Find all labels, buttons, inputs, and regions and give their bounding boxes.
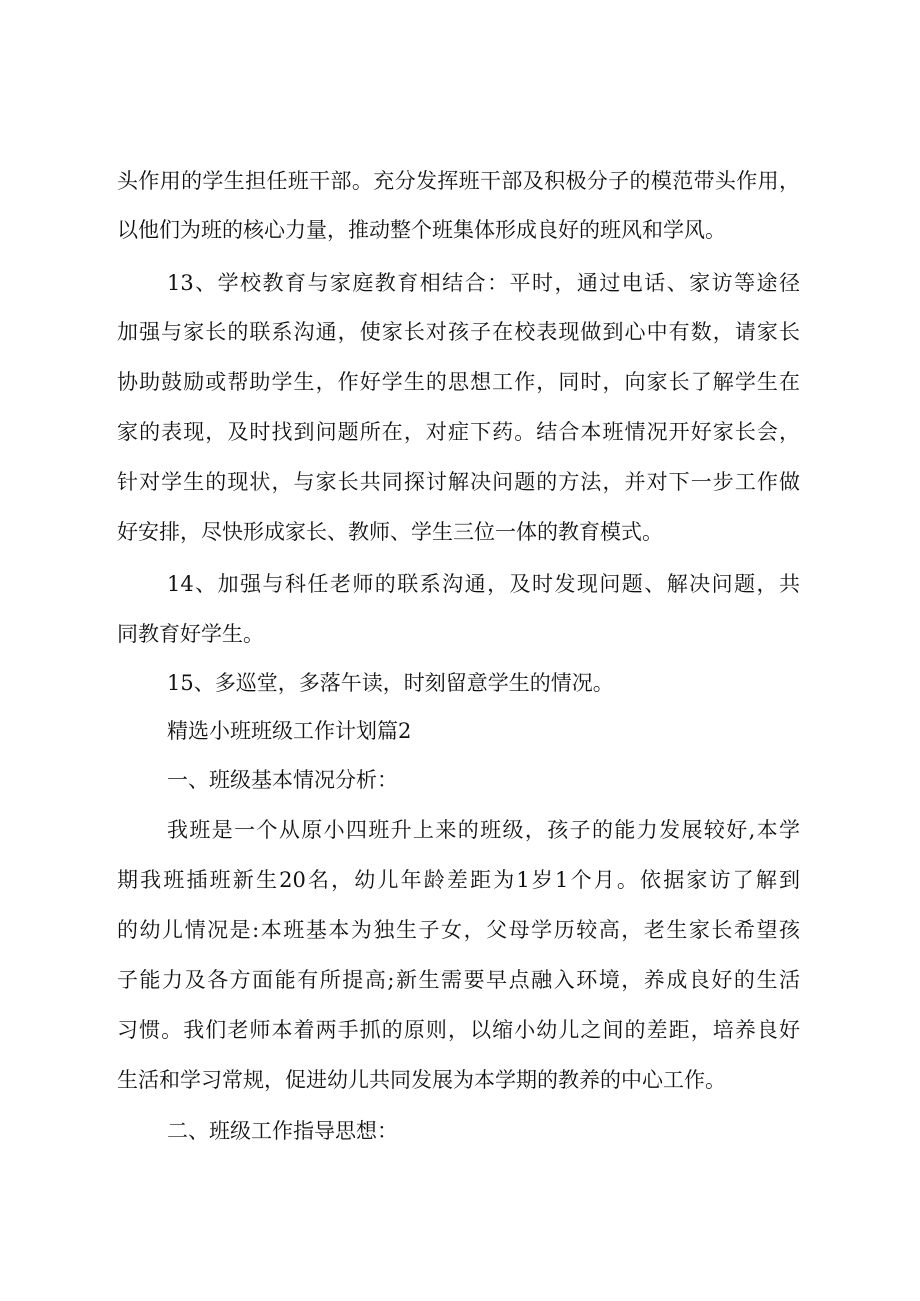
text-line: 头作用的学生担任班干部。充分发挥班干部及积极分子的模范带头作用，: [117, 169, 800, 193]
text-line: 生活和学习常规，促进幼儿共同发展为本学期的教养的中心工作。: [117, 1068, 726, 1092]
text-line: 家的表现，及时找到问题所在，对症下药。结合本班情况开好家长会，: [117, 420, 800, 444]
subsection-heading: 二、班级工作指导思想：: [167, 1119, 398, 1143]
subsection-heading: 一、班级基本情况分析：: [167, 768, 398, 792]
text-line: 同教育好学生。: [117, 622, 264, 646]
text-line: 15、多巡堂，多落午读，时刻留意学生的情况。: [167, 671, 614, 695]
text-line: 以他们为班的核心力量，推动整个班集体形成良好的班风和学风。: [117, 218, 726, 242]
text-line: 协助鼓励或帮助学生，作好学生的思想工作，同时，向家长了解学生在: [117, 370, 800, 394]
text-line: 习惯。我们老师本着两手抓的原则，以缩小幼儿之间的差距，培养良好: [117, 1018, 800, 1042]
text-line: 好安排，尽快形成家长、教师、学生三位一体的教育模式。: [117, 520, 663, 544]
text-line: 期我班插班新生20名，幼儿年龄差距为1岁1个月。依据家访了解到: [117, 868, 800, 892]
text-line: 针对学生的现状，与家长共同探讨解决问题的方法，并对下一步工作做: [117, 470, 800, 494]
text-line: 13、学校教育与家庭教育相结合：平时，通过电话、家访等途径: [167, 271, 800, 295]
text-line: 加强与家长的联系沟通，使家长对孩子在校表现做到心中有数，请家长: [117, 320, 800, 344]
section-heading: 精选小班班级工作计划篇2: [167, 719, 412, 743]
text-line: 的幼儿情况是:本班基本为独生子女，父母学历较高，老生家长希望孩: [117, 918, 800, 942]
text-line: 14、加强与科任老师的联系沟通，及时发现问题、解决问题，共: [167, 572, 800, 596]
text-line: 子能力及各方面能有所提高;新生需要早点融入环境，养成良好的生活: [117, 968, 800, 992]
text-line: 我班是一个从原小四班升上来的班级，孩子的能力发展较好,本学: [167, 818, 800, 842]
